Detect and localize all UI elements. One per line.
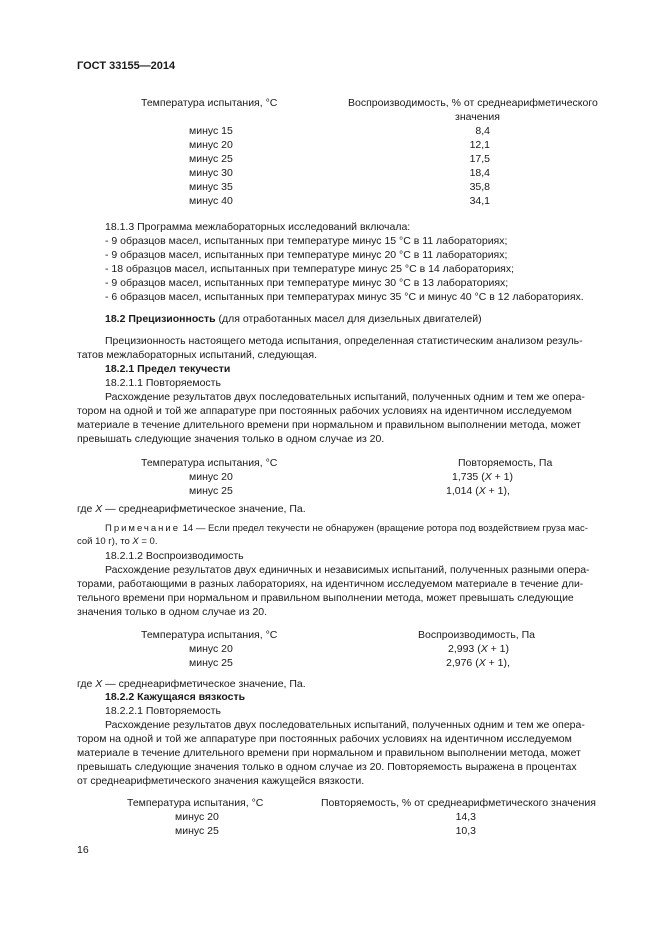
reproducibility-paragraph-line: значения только в одном случае из 20.: [77, 606, 268, 618]
table1-value: 18,4: [469, 167, 490, 179]
note-text-2: сой 10 г), то: [77, 536, 133, 547]
viscosity-paragraph-line: превышать следующие значения только в одном случае из 20. Повторяемость выражена в процентах: [77, 761, 577, 773]
table1-col1-header: Температура испытания, °С: [141, 97, 278, 109]
table1-temp: минус 25: [189, 153, 233, 165]
table1-value: 35,8: [469, 181, 490, 193]
table2-value-num: 1,014 (: [446, 485, 479, 497]
list-item: - 9 образцов масел, испытанных при температуре минус 20 °С в 11 лабораториях;: [105, 249, 508, 261]
table3-value-tail: + 1),: [485, 657, 510, 669]
table3-col2-header: Воспроизводимость, Па: [418, 629, 536, 641]
where-clause-2: где X — среднеарифметическое значение, Па.: [77, 678, 306, 690]
repeatability-paragraph-line: Расхождение результатов двух последовательных испытаний, полученных одним и тем же опера-: [105, 391, 585, 403]
list-item: - 18 образцов масел, испытанных при температуре минус 25 °С в 14 лабораториях;: [105, 263, 515, 275]
viscosity-paragraph-line: тором на одной и той же аппаратуре при постоянных рабочих условиях на идентичном исследуемом: [77, 733, 572, 745]
table1-temp: минус 15: [189, 125, 233, 137]
table3-temp: минус 25: [189, 657, 233, 669]
table3-value-num: 2,993 (: [448, 643, 481, 655]
reproducibility-paragraph-line: торами, работающими в разных лабораториях, на идентичном исследуемом материале в течение дли-: [77, 578, 584, 590]
table1-temp: минус 30: [189, 167, 233, 179]
where-clause-1: где X — среднеарифметическое значение, Па.: [77, 503, 306, 515]
where-clause-2-text: — среднеарифметическое значение, Па.: [102, 678, 306, 690]
note-text-2b: = 0.: [138, 536, 158, 547]
table3-value: [448, 642, 509, 656]
table4-value: 10,3: [455, 825, 476, 837]
table2-col2-header: Повторяемость, Па: [458, 457, 553, 469]
section-18-2-title: 18.2 Прецизионность: [105, 313, 216, 325]
precision-paragraph-line: татов межлабораторных испытаний, следующая.: [77, 349, 318, 361]
section-18-2-heading: [105, 312, 482, 326]
table3-temp: минус 20: [189, 643, 233, 655]
table3-col1-header: Температура испытания, °С: [141, 629, 278, 641]
page-number: 16: [77, 844, 89, 856]
table2-temp: минус 25: [189, 485, 233, 497]
table1-temp: минус 20: [189, 139, 233, 151]
table2-value-tail: + 1),: [485, 485, 510, 497]
table1-value: 12,1: [469, 139, 490, 151]
table4-temp: минус 20: [175, 811, 219, 823]
variable-x: X: [132, 536, 139, 547]
table2-value: [446, 484, 510, 498]
where-clause-1-text: — среднеарифметическое значение, Па.: [102, 503, 306, 515]
document-header: ГОСТ 33155—2014: [77, 60, 176, 72]
variable-x: X: [478, 485, 486, 497]
table1-col2-header-cont: значения: [455, 111, 500, 123]
note-label: Примечание: [105, 523, 180, 534]
section-18-2-1-1-title: 18.2.1.1 Повторяемость: [105, 377, 221, 389]
table2-value-num: 1,735 (: [452, 471, 485, 483]
table4-value: 14,3: [455, 811, 476, 823]
section-18-2-2-1-title: 18.2.2.1 Повторяемость: [105, 705, 221, 717]
viscosity-paragraph-line: материале в течение длительного времени при нормальном и правильном выполнении метода, может: [77, 747, 581, 759]
variable-x: X: [480, 643, 488, 655]
list-item: - 9 образцов масел, испытанных при температуре минус 15 °С в 11 лабораториях;: [105, 235, 508, 247]
table1-temp: минус 35: [189, 181, 233, 193]
reproducibility-paragraph-line: Расхождение результатов двух единичных и независимых испытаний, полученных разными опера-: [105, 564, 590, 576]
precision-paragraph-line: Прецизионность настоящего метода испытания, определенная статистическим анализом резуль-: [105, 335, 583, 347]
table2-value-tail: + 1): [491, 471, 514, 483]
repeatability-paragraph-line: тором на одной и той же аппаратуре при постоянных рабочих условиях на идентичном исследуемом: [77, 405, 572, 417]
list-item: - 6 образцов масел, испытанных при температурах минус 35 °С и минус 40 °С в 12 лабораториях.: [105, 291, 584, 303]
note-line-1: [105, 522, 588, 536]
viscosity-paragraph-line: Расхождение результатов двух последовательных испытаний, полученных одним и тем же опера-: [105, 719, 585, 731]
variable-x: X: [95, 678, 103, 690]
viscosity-paragraph-line: от среднеарифметического значения кажущейся вязкости.: [77, 775, 365, 787]
variable-x: X: [95, 503, 103, 515]
table3-value: [446, 656, 510, 670]
table1-value: 34,1: [469, 195, 490, 207]
variable-x: X: [484, 471, 492, 483]
table1-value: 8,4: [475, 125, 490, 137]
table4-col1-header: Температура испытания, °С: [127, 797, 264, 809]
section-18-2-1-2-title: 18.2.1.2 Воспроизводимость: [105, 550, 244, 562]
table2-col1-header: Температура испытания, °С: [141, 457, 278, 469]
note-text: 14 — Если предел текучести не обнаружен (вращение ротора под воздействием груза мас-: [180, 523, 588, 534]
table4-col2-header: Повторяемость, % от среднеарифметического значения: [321, 797, 596, 809]
table4-temp: минус 25: [175, 825, 219, 837]
table3-value-num: 2,976 (: [446, 657, 479, 669]
section-18-2-subtitle: (для отработанных масел для дизельных двигателей): [215, 313, 482, 325]
repeatability-paragraph-line: материале в течение длительного времени при нормальном и правильном выполнении метода, может: [77, 419, 581, 431]
section-18-2-1-title: 18.2.1 Предел текучести: [105, 363, 231, 375]
repeatability-paragraph-line: превышать следующие значения только в одном случае из 20.: [77, 433, 385, 445]
section-18-1-3-intro: 18.1.3 Программа межлабораторных исследований включала:: [105, 221, 411, 233]
table1-value: 17,5: [469, 153, 490, 165]
variable-x: X: [478, 657, 486, 669]
reproducibility-paragraph-line: тельного времени при нормальном и правильном выполнении метода, может превышать следующие: [77, 592, 574, 604]
table2-value: [452, 470, 513, 484]
table3-value-tail: + 1): [487, 643, 510, 655]
table2-temp: минус 20: [189, 471, 233, 483]
table1-temp: минус 40: [189, 195, 233, 207]
section-18-2-2-title: 18.2.2 Кажущаяся вязкость: [105, 691, 246, 703]
note-line-2: [77, 535, 157, 549]
table1-col2-header: Воспроизводимость, % от среднеарифметического: [348, 97, 598, 109]
list-item: - 9 образцов масел, испытанных при температуре минус 30 °С в 13 лабораториях;: [105, 277, 509, 289]
